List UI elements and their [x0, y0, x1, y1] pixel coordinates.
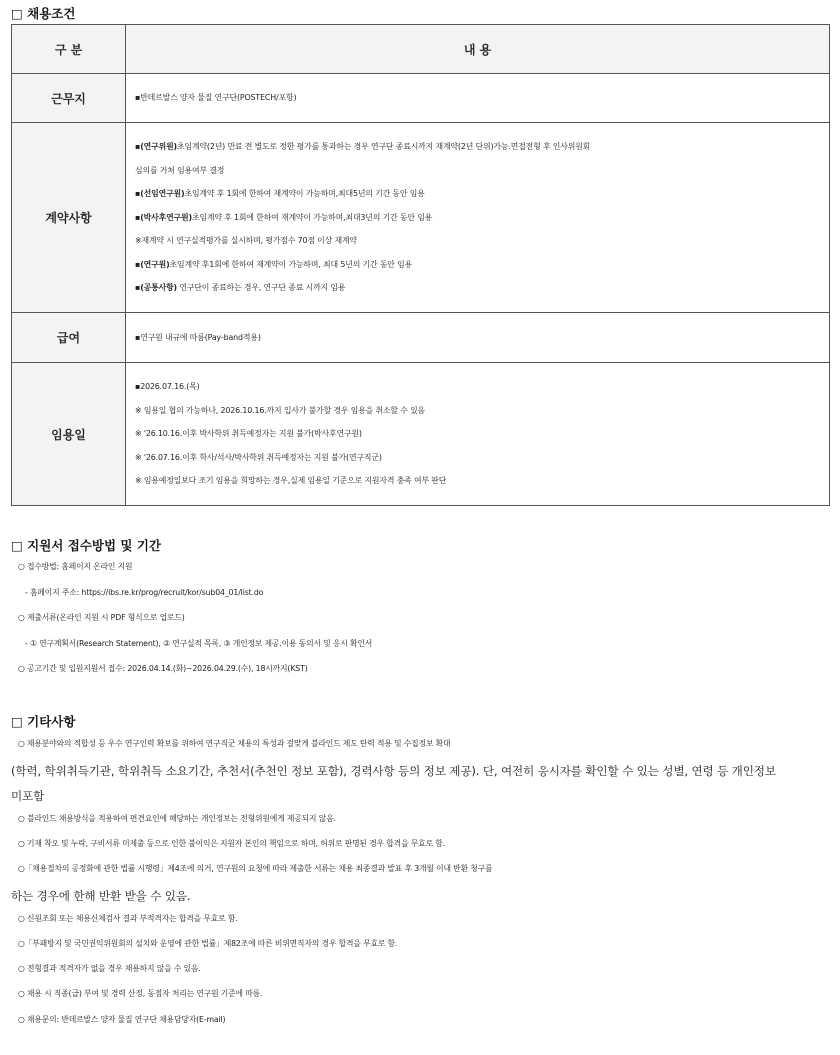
other-line: ○ 기재 착오 및 누락, 구비서류 미제출 등으로 인한 불이익은 지원자 본인의 책임으로 하며, 허위로 판명된 경우 합격을 무효로 함.: [18, 839, 445, 848]
other-line: (학력, 학위취득기관, 학위취득 소요기간, 추천서(추천인 정보 포함), 경력사항 등의 정보 제공). 단, 여전히 응시자를 확인할 수 있는 성별, 연령 등 개인정보: [11, 764, 776, 778]
application-method: ○ 접수방법: 홈페이지 온라인 지원: [18, 562, 133, 571]
appointment-line: ※ '26.07.16.이후 학사/석사/박사학위 취득예정자는 지원 불가(연구직군): [135, 452, 382, 462]
appointment-line: ※ '26.10.16.이후 박사학위 취득예정자는 지원 불가(박사후연구원): [135, 429, 362, 439]
label-salary: 급여: [12, 313, 126, 363]
appointment-line: ▪2026.07.16.(목): [135, 382, 200, 392]
application-documents-list: - ① 연구계획서(Research Statement), ② 연구실적 목록, ③ 개인정보 제공.이용 동의서 및 응시 확인서: [25, 639, 373, 648]
contract-line: ▪(선임연구원)초임계약 후 1회에 한하여 재계약이 가능하며,최대5년의 기간 동안 임용: [135, 189, 425, 199]
section-title-other: □ 기타사항: [11, 714, 76, 729]
workplace-text: ▪반데르발스 양자 물질 연구단(POSTECH/포항): [135, 93, 297, 103]
contract-line: ▪(연구위원)초임계약(2년) 만료 전 별도로 정한 평가를 통과하는 경우 연구단 종료시까지 재계약(2년 단위)가능.면접전형 후 인사위원회: [135, 142, 591, 152]
appointment-line: ※ 임용예정일보다 조기 임용을 희망하는 경우,실제 임용일 기준으로 지원자격 충족 여부 판단: [135, 476, 447, 486]
appointment-line: ※ 임용일 협의 가능하나, 2026.10.16.까지 입사가 불가할 경우 임용을 취소할 수 있음: [135, 405, 426, 415]
contract-line: 심의를 거쳐 임용여부 결정: [135, 165, 225, 175]
contract-line: ▪(공통사항) 연구단이 종료하는 경우, 연구단 종료 시까지 임용: [135, 283, 346, 293]
header-category: 구 분: [12, 25, 126, 74]
other-line: ○ 블라인드 채용방식을 적용하여 편견요인에 해당하는 개인정보는 전형위원에게 제공되지 않음.: [18, 814, 336, 823]
application-homepage: - 홈페이지 주소: https://ibs.re.kr/prog/recruit/kor/sub04_01/list.do: [25, 588, 264, 597]
salary-text: ▪연구원 내규에 따름(Pay-band적용): [135, 332, 261, 342]
application-period: ○ 공고기간 및 입원지원서 접수: 2026.04.14.(화)~2026.04.29.(수), 18시까지(KST): [18, 664, 308, 673]
other-line: ○ 채용문의: 반데르발스 양자 물질 연구단 채용담당자(E-mail): [18, 1015, 226, 1024]
label-appointment: 임용일: [12, 363, 126, 506]
other-line: ○「채용절차의 공정화에 관한 법률 시행령」제4조에 의거, 연구원의 요청에 따라 제출한 서류는 채용 최종결과 발표 후 3개월 이내 반환 청구를: [18, 864, 493, 873]
other-line: ○ 전형결과 적격자가 없을 경우 채용하지 않을 수 있음.: [18, 964, 201, 973]
contract-line: ※재계약 시 연구실적평가를 실시하며, 평가점수 70점 이상 재계약: [135, 236, 357, 246]
contract-line: ▪(박사후연구원)초임계약 후 1회에 한하여 재계약이 가능하며,최대3년의 기간 동안 임용: [135, 212, 433, 222]
other-line: ○ 신원조회 또는 채용신체검사 결과 부적격자는 합격을 무효로 함.: [18, 914, 238, 923]
table-row-contract: [12, 123, 830, 313]
other-line: ○ 채용분야와의 적합성 등 우수 연구인력 확보를 위하여 연구직군 채용의 특성과 걸맞게 블라인드 제도 탄력 적용 및 수집정보 확대: [18, 739, 451, 748]
label-contract: 계약사항: [12, 123, 126, 313]
contract-line: ▪(연구원)초임계약 후1회에 한하여 재계약이 가능하며, 최대 5년의 기간 동안 임용: [135, 259, 413, 269]
other-line: 하는 경우에 한해 반환 받을 수 있음.: [11, 889, 191, 903]
table-row-salary: [12, 313, 830, 363]
header-content: 내 용: [126, 25, 830, 74]
application-documents: ○ 제출서류(온라인 지원 시 PDF 형식으로 업로드): [18, 613, 185, 622]
table-row-appointment: [12, 363, 830, 506]
label-workplace: 근무지: [12, 74, 126, 123]
table-row-workplace: [12, 74, 830, 123]
section-title-conditions: □ 채용조건: [11, 6, 76, 21]
section-title-application: □ 지원서 접수방법 및 기간: [11, 538, 161, 553]
table-header-row: [12, 25, 830, 74]
other-line: ○ 채용 시 직종(급) 부여 및 경력 산정, 동점자 처리는 연구원 기준에 따름.: [18, 989, 263, 998]
conditions-table: [11, 24, 830, 506]
other-line: ○「부패방지 및 국민권익위원회의 설치와 운영에 관한 법률」제82조에 따른 비위면직자의 경우 합격을 무효로 함.: [18, 939, 398, 948]
other-line: 미포함: [11, 789, 45, 803]
